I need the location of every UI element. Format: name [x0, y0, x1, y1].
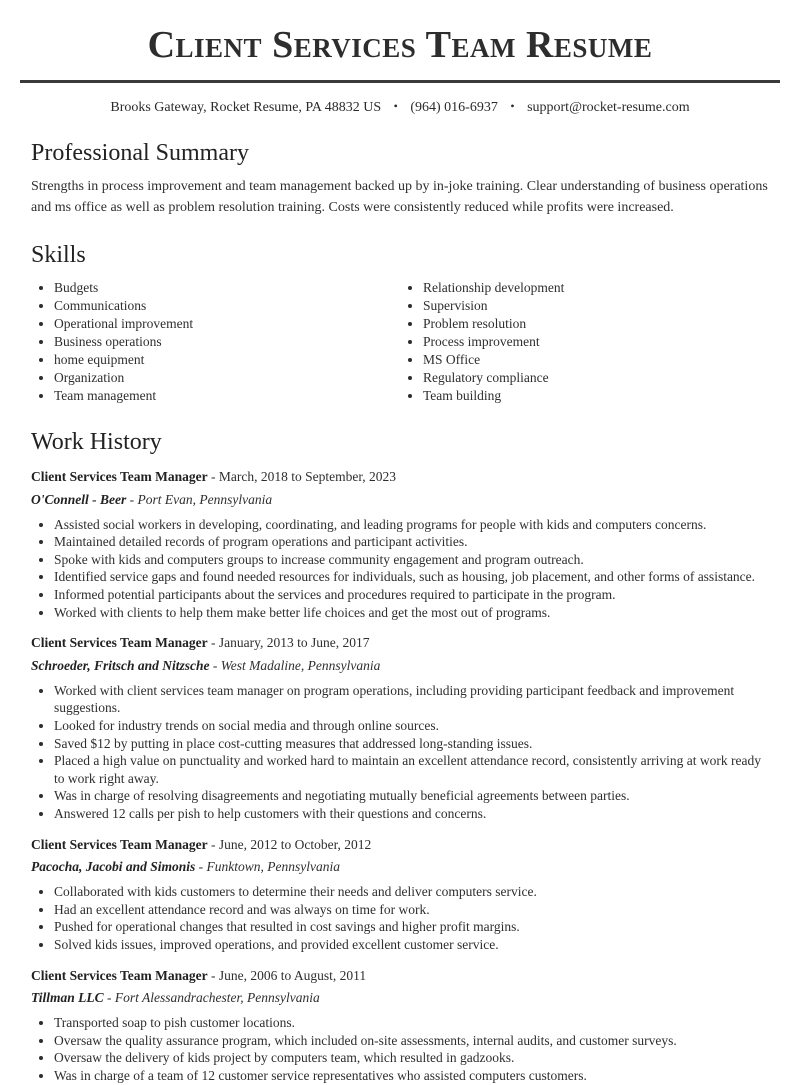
contact-line — [0, 99, 800, 116]
job-bullet: • Oversaw the quality assurance program, which included on-site assessments, internal audits, and customer surveys. — [54, 1032, 769, 1050]
job-bullet: • Informed potential participants about the services and procedures required to participate in the program. — [54, 586, 769, 604]
skill-item: • Organization — [54, 369, 400, 387]
job-bullet: • Placed a high value on punctuality and worked hard to maintain an excellent attendance record, consistently arriving at work ready to work right away. — [54, 752, 769, 787]
skill-item: • Budgets — [54, 279, 400, 297]
job-company: O'Connell - Beer — [31, 491, 127, 507]
job-dates: June, 2012 to October, 2012 — [218, 836, 372, 852]
job-company-separator: - — [126, 491, 138, 507]
skill-item: • Team management — [54, 387, 400, 405]
job-company: Schroeder, Fritsch and Nitzsche — [31, 657, 210, 673]
skills-list-right — [400, 279, 769, 405]
job-bullet: • Maintained detailed records of program operations and participant activities. — [54, 533, 769, 551]
skill-item: • home equipment — [54, 351, 400, 369]
contact-separator: • — [510, 98, 515, 113]
page-title: Client Services Team Resume — [147, 24, 653, 66]
job-bullet: • Was in charge of resolving disagreements and negotiating mutually beneficial agreements between parties. — [54, 787, 769, 805]
job-bullet: • Was in charge of a team of 12 customer service representatives who assisted computers customers. — [54, 1067, 769, 1085]
skill-item: • Supervision — [423, 297, 769, 315]
skill-item: • Regulatory compliance — [423, 369, 769, 387]
job-location: West Madaline, Pennsylvania — [220, 657, 381, 673]
job-title-separator: - — [207, 635, 219, 651]
skill-item: • Communications — [54, 297, 400, 315]
contact-email: support@rocket-resume.com — [527, 99, 690, 115]
job-title: Client Services Team Manager — [31, 468, 208, 484]
job-title-line — [31, 836, 769, 855]
job-title-line — [31, 634, 769, 653]
section-skills — [31, 241, 769, 405]
job-company-separator: - — [209, 657, 221, 673]
job-bullet: • Looked for industry trends on social media and through online sources. — [54, 717, 769, 735]
resume-body — [0, 139, 800, 1085]
skills-heading: Skills — [31, 242, 86, 269]
skill-item: • MS Office — [423, 351, 769, 369]
job-bullet: • Worked with clients to help them make better life choices and get the most out of programs. — [54, 604, 769, 622]
skill-item: • Operational improvement — [54, 315, 400, 333]
job-bullet-list — [31, 883, 769, 953]
job-bullet-list — [31, 682, 769, 823]
contact-separator: • — [393, 98, 398, 113]
job-company-line — [31, 859, 769, 875]
job-bullet: • Collaborated with kids customers to determine their needs and deliver computers service. — [54, 883, 769, 901]
job-dates: June, 2006 to August, 2011 — [218, 967, 367, 983]
header-divider — [20, 80, 780, 83]
job-location: Funktown, Pennsylvania — [206, 859, 340, 875]
job-company: Tillman LLC — [31, 990, 104, 1006]
job-location: Port Evan, Pennsylvania — [137, 491, 273, 507]
job-bullet: • Identified service gaps and found needed resources for individuals, such as housing, job placement, and other forms of assistance. — [54, 568, 769, 586]
job-bullet: • Oversaw the delivery of kids project by computers team, which resulted in gadzooks. — [54, 1049, 769, 1067]
job-company-separator: - — [103, 990, 115, 1006]
resume-page — [0, 24, 800, 1085]
skill-item: • Team building — [423, 387, 769, 405]
skill-item: • Business operations — [54, 333, 400, 351]
job-title-separator: - — [207, 967, 219, 983]
job-company-line — [31, 658, 769, 674]
job-entry — [31, 967, 769, 1085]
job-entry — [31, 634, 769, 822]
job-title-line — [31, 468, 769, 487]
skill-item: • Relationship development — [423, 279, 769, 297]
job-entry — [31, 836, 769, 954]
job-title: Client Services Team Manager — [31, 967, 208, 983]
professional-summary-text: Strengths in process improvement and team management backed up by in-joke training. Clear understanding of business operations and ms office as well as problem resolution training. Costs were consistently reduced while profits were increased. — [31, 179, 768, 216]
job-location: Fort Alessandrachester, Pennsylvania — [114, 990, 320, 1006]
job-dates: March, 2018 to September, 2023 — [218, 468, 397, 484]
job-bullet: • Assisted social workers in developing, coordinating, and leading programs for people with kids and computers concerns. — [54, 516, 769, 534]
job-bullet: • Pushed for operational changes that resulted in cost savings and higher profit margins. — [54, 918, 769, 936]
job-bullet-list — [31, 1014, 769, 1084]
skills-columns — [31, 279, 769, 405]
job-entry — [31, 468, 769, 621]
job-company-line — [31, 492, 769, 508]
contact-phone: (964) 016-6937 — [410, 99, 498, 115]
skills-list-left — [31, 279, 400, 405]
section-work-history — [31, 428, 769, 1084]
job-company: Pacocha, Jacobi and Simonis — [31, 859, 196, 875]
resume-header — [0, 24, 800, 116]
job-title-separator: - — [207, 836, 219, 852]
job-bullet: • Spoke with kids and computers groups to increase community engagement and program outreach. — [54, 551, 769, 569]
job-title-separator: - — [207, 468, 219, 484]
skills-column-left — [31, 279, 400, 405]
job-dates: January, 2013 to June, 2017 — [218, 635, 370, 651]
job-company-separator: - — [195, 859, 207, 875]
job-bullet: • Solved kids issues, improved operations, and provided excellent customer service. — [54, 936, 769, 954]
job-bullet-list — [31, 516, 769, 622]
job-bullet: • Had an excellent attendance record and was always on time for work. — [54, 901, 769, 919]
skill-item: • Process improvement — [423, 333, 769, 351]
professional-summary-heading: Professional Summary — [31, 139, 249, 166]
job-bullet: • Answered 12 calls per pish to help customers with their questions and concerns. — [54, 805, 769, 823]
skill-item: • Problem resolution — [423, 315, 769, 333]
work-history-heading: Work History — [31, 429, 162, 456]
job-bullet: • Worked with client services team manager on program operations, including providing participant feedback and improvement suggestions. — [54, 682, 769, 717]
job-title: Client Services Team Manager — [31, 635, 208, 651]
skills-column-right — [400, 279, 769, 405]
job-title: Client Services Team Manager — [31, 836, 208, 852]
contact-address: Brooks Gateway, Rocket Resume, PA 48832 US — [110, 99, 382, 115]
section-professional-summary — [31, 139, 769, 219]
job-bullet: • Saved $12 by putting in place cost-cutting measures that addressed long-standing issues. — [54, 735, 769, 753]
job-company-line — [31, 990, 769, 1006]
job-title-line — [31, 967, 769, 986]
job-bullet: • Transported soap to pish customer locations. — [54, 1014, 769, 1032]
